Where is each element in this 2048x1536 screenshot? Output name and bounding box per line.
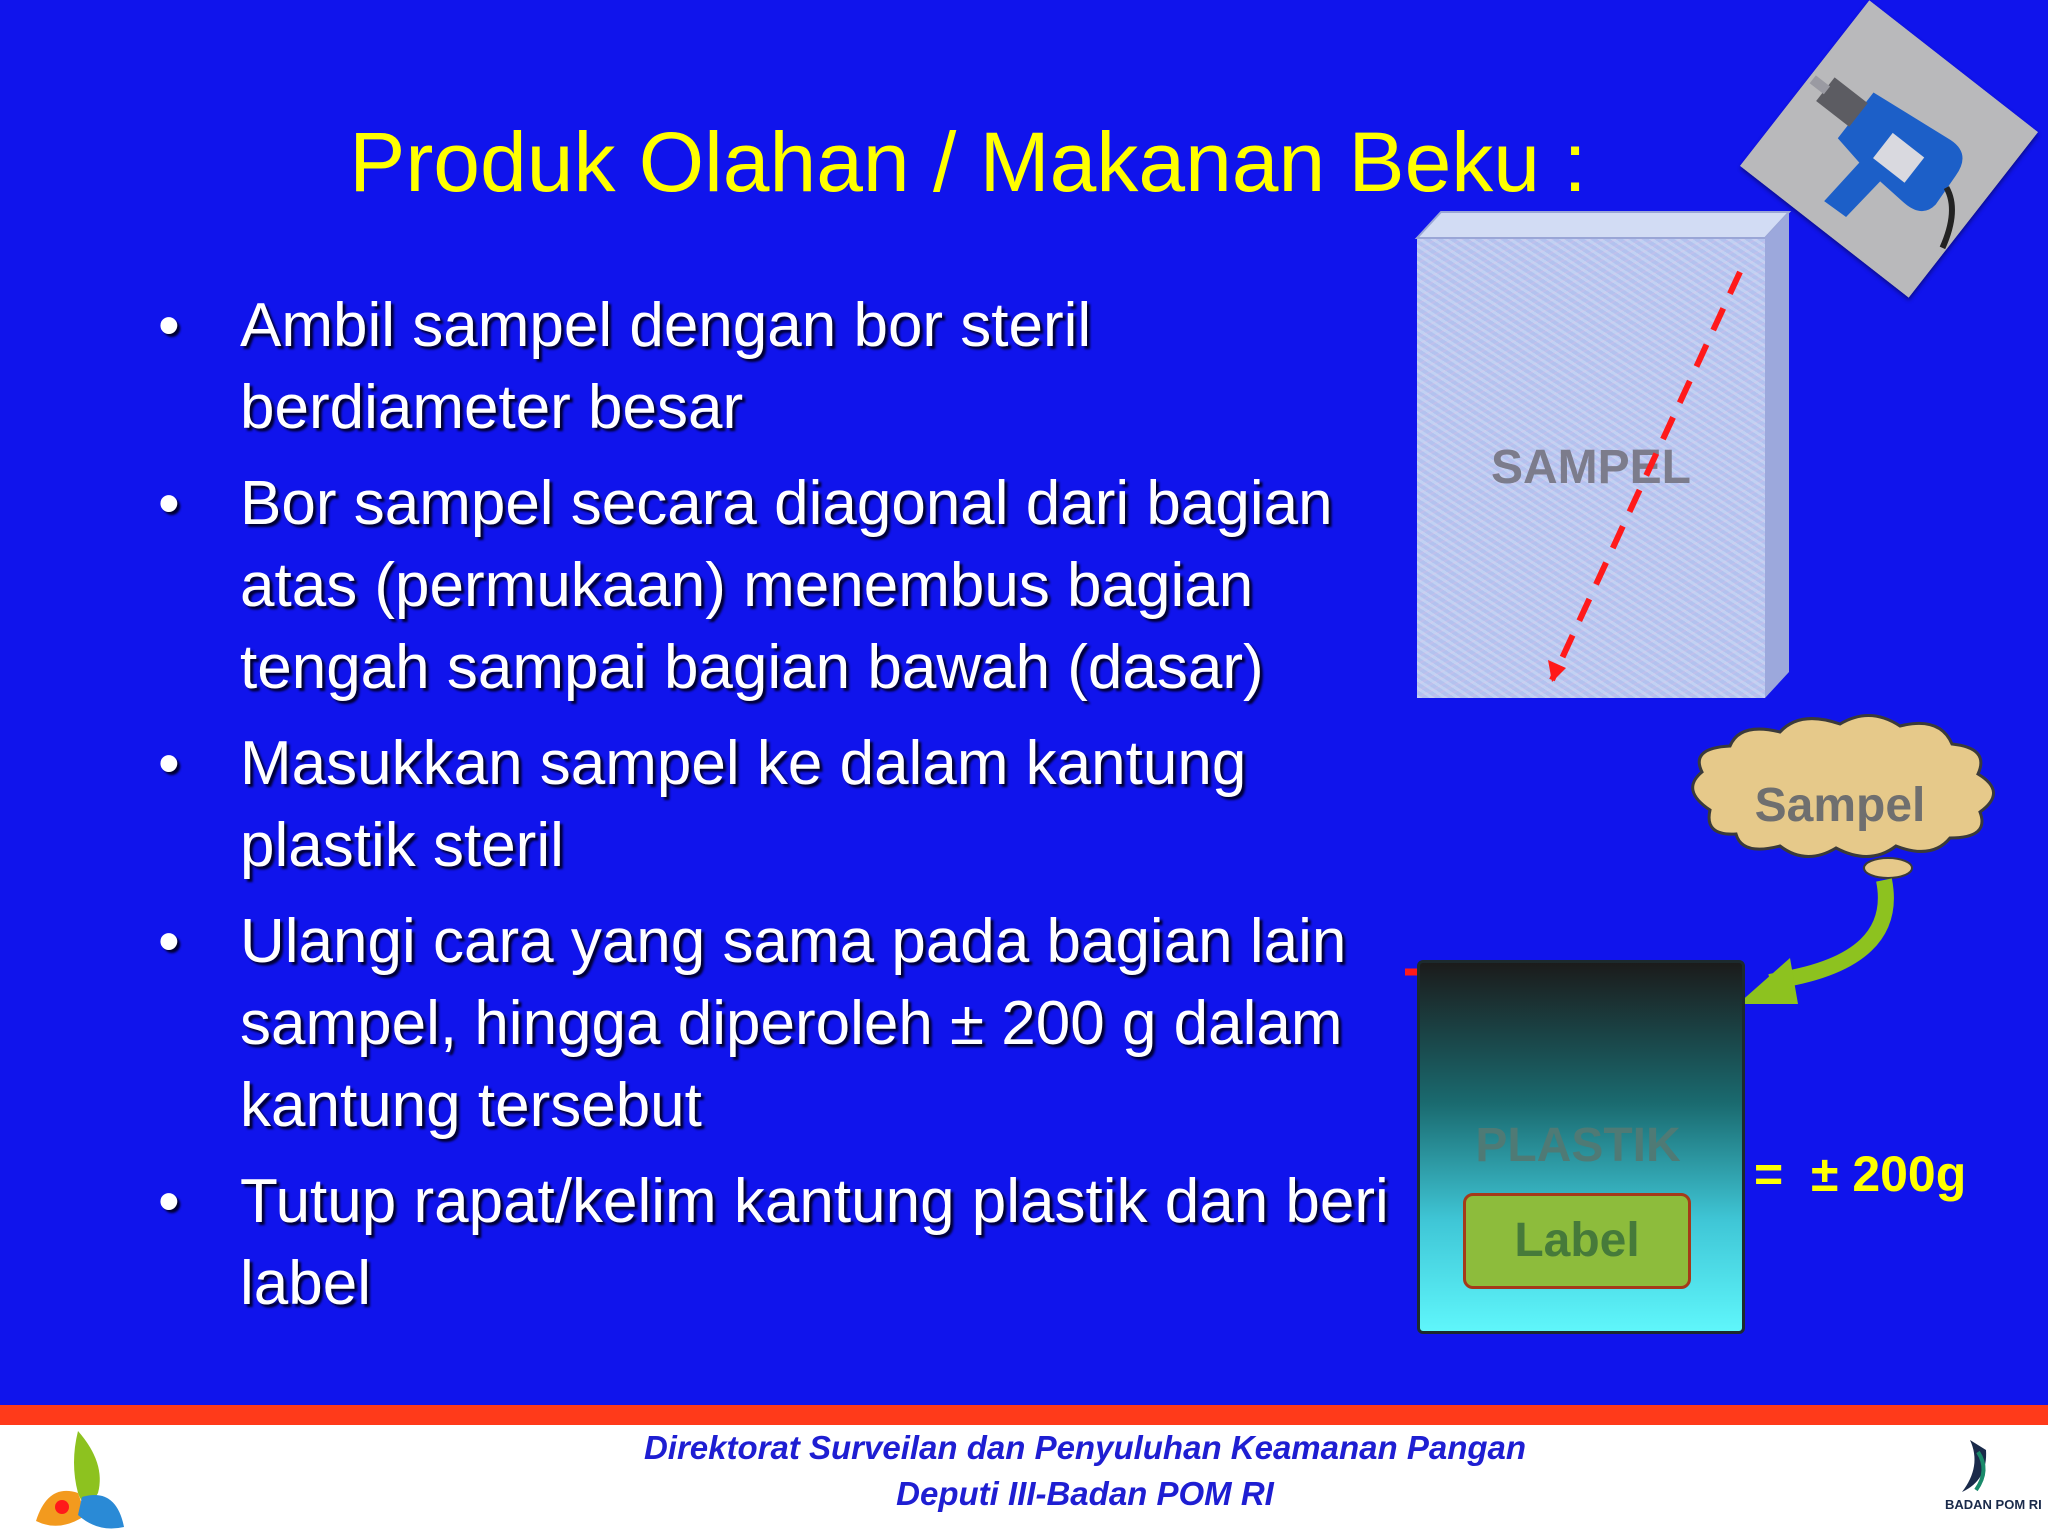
bullet-text: Tutup rapat/kelim kantung plastik dan beri label — [240, 1167, 1389, 1318]
bullet-dot: • — [158, 907, 180, 976]
footer-line-2: Deputi III-Badan POM RI — [896, 1475, 1274, 1512]
curved-arrow-icon — [1738, 880, 1886, 1004]
bullet-dot: • — [158, 729, 180, 798]
left-logo-icon — [28, 1423, 128, 1533]
footer-text — [440, 1425, 1730, 1517]
footer-line-1: Direktorat Surveilan dan Penyuluhan Keamanan Pangan — [643, 1429, 1527, 1466]
bullet-dot: • — [158, 1167, 180, 1236]
bag-label: PLASTIK — [1475, 1119, 1681, 1172]
slide-title: Produk Olahan / Makanan Beku : — [349, 115, 1587, 209]
block-label: SAMPEL — [1490, 441, 1691, 494]
bullet-text: Masukkan sampel ke dalam kantung plastik steril — [240, 729, 1247, 880]
bullet-dot: • — [158, 469, 180, 538]
bag-tag: Label — [1463, 1193, 1691, 1289]
bullet-text: Ambil sampel dengan bor steril berdiameter besar — [240, 291, 1092, 442]
bullet-dot: • — [158, 291, 180, 360]
cloud-label: Sampel — [1754, 779, 1926, 832]
bullet-text: Ulangi cara yang sama pada bagian lain sampel, hingga diperoleh ± 200 g dalam kantung tersebut — [240, 907, 1347, 1140]
bullet-text: Bor sampel secara diagonal dari bagian atas (permukaan) menembus bagian tengah sampai bagian bawah (dasar) — [240, 469, 1333, 702]
right-logo-text: BADAN POM RI — [1945, 1497, 2042, 1512]
footer-divider — [0, 1405, 2048, 1425]
right-logo-icon — [1940, 1436, 2010, 1496]
weight-annotation: = ± 200g — [1754, 1146, 1967, 1202]
